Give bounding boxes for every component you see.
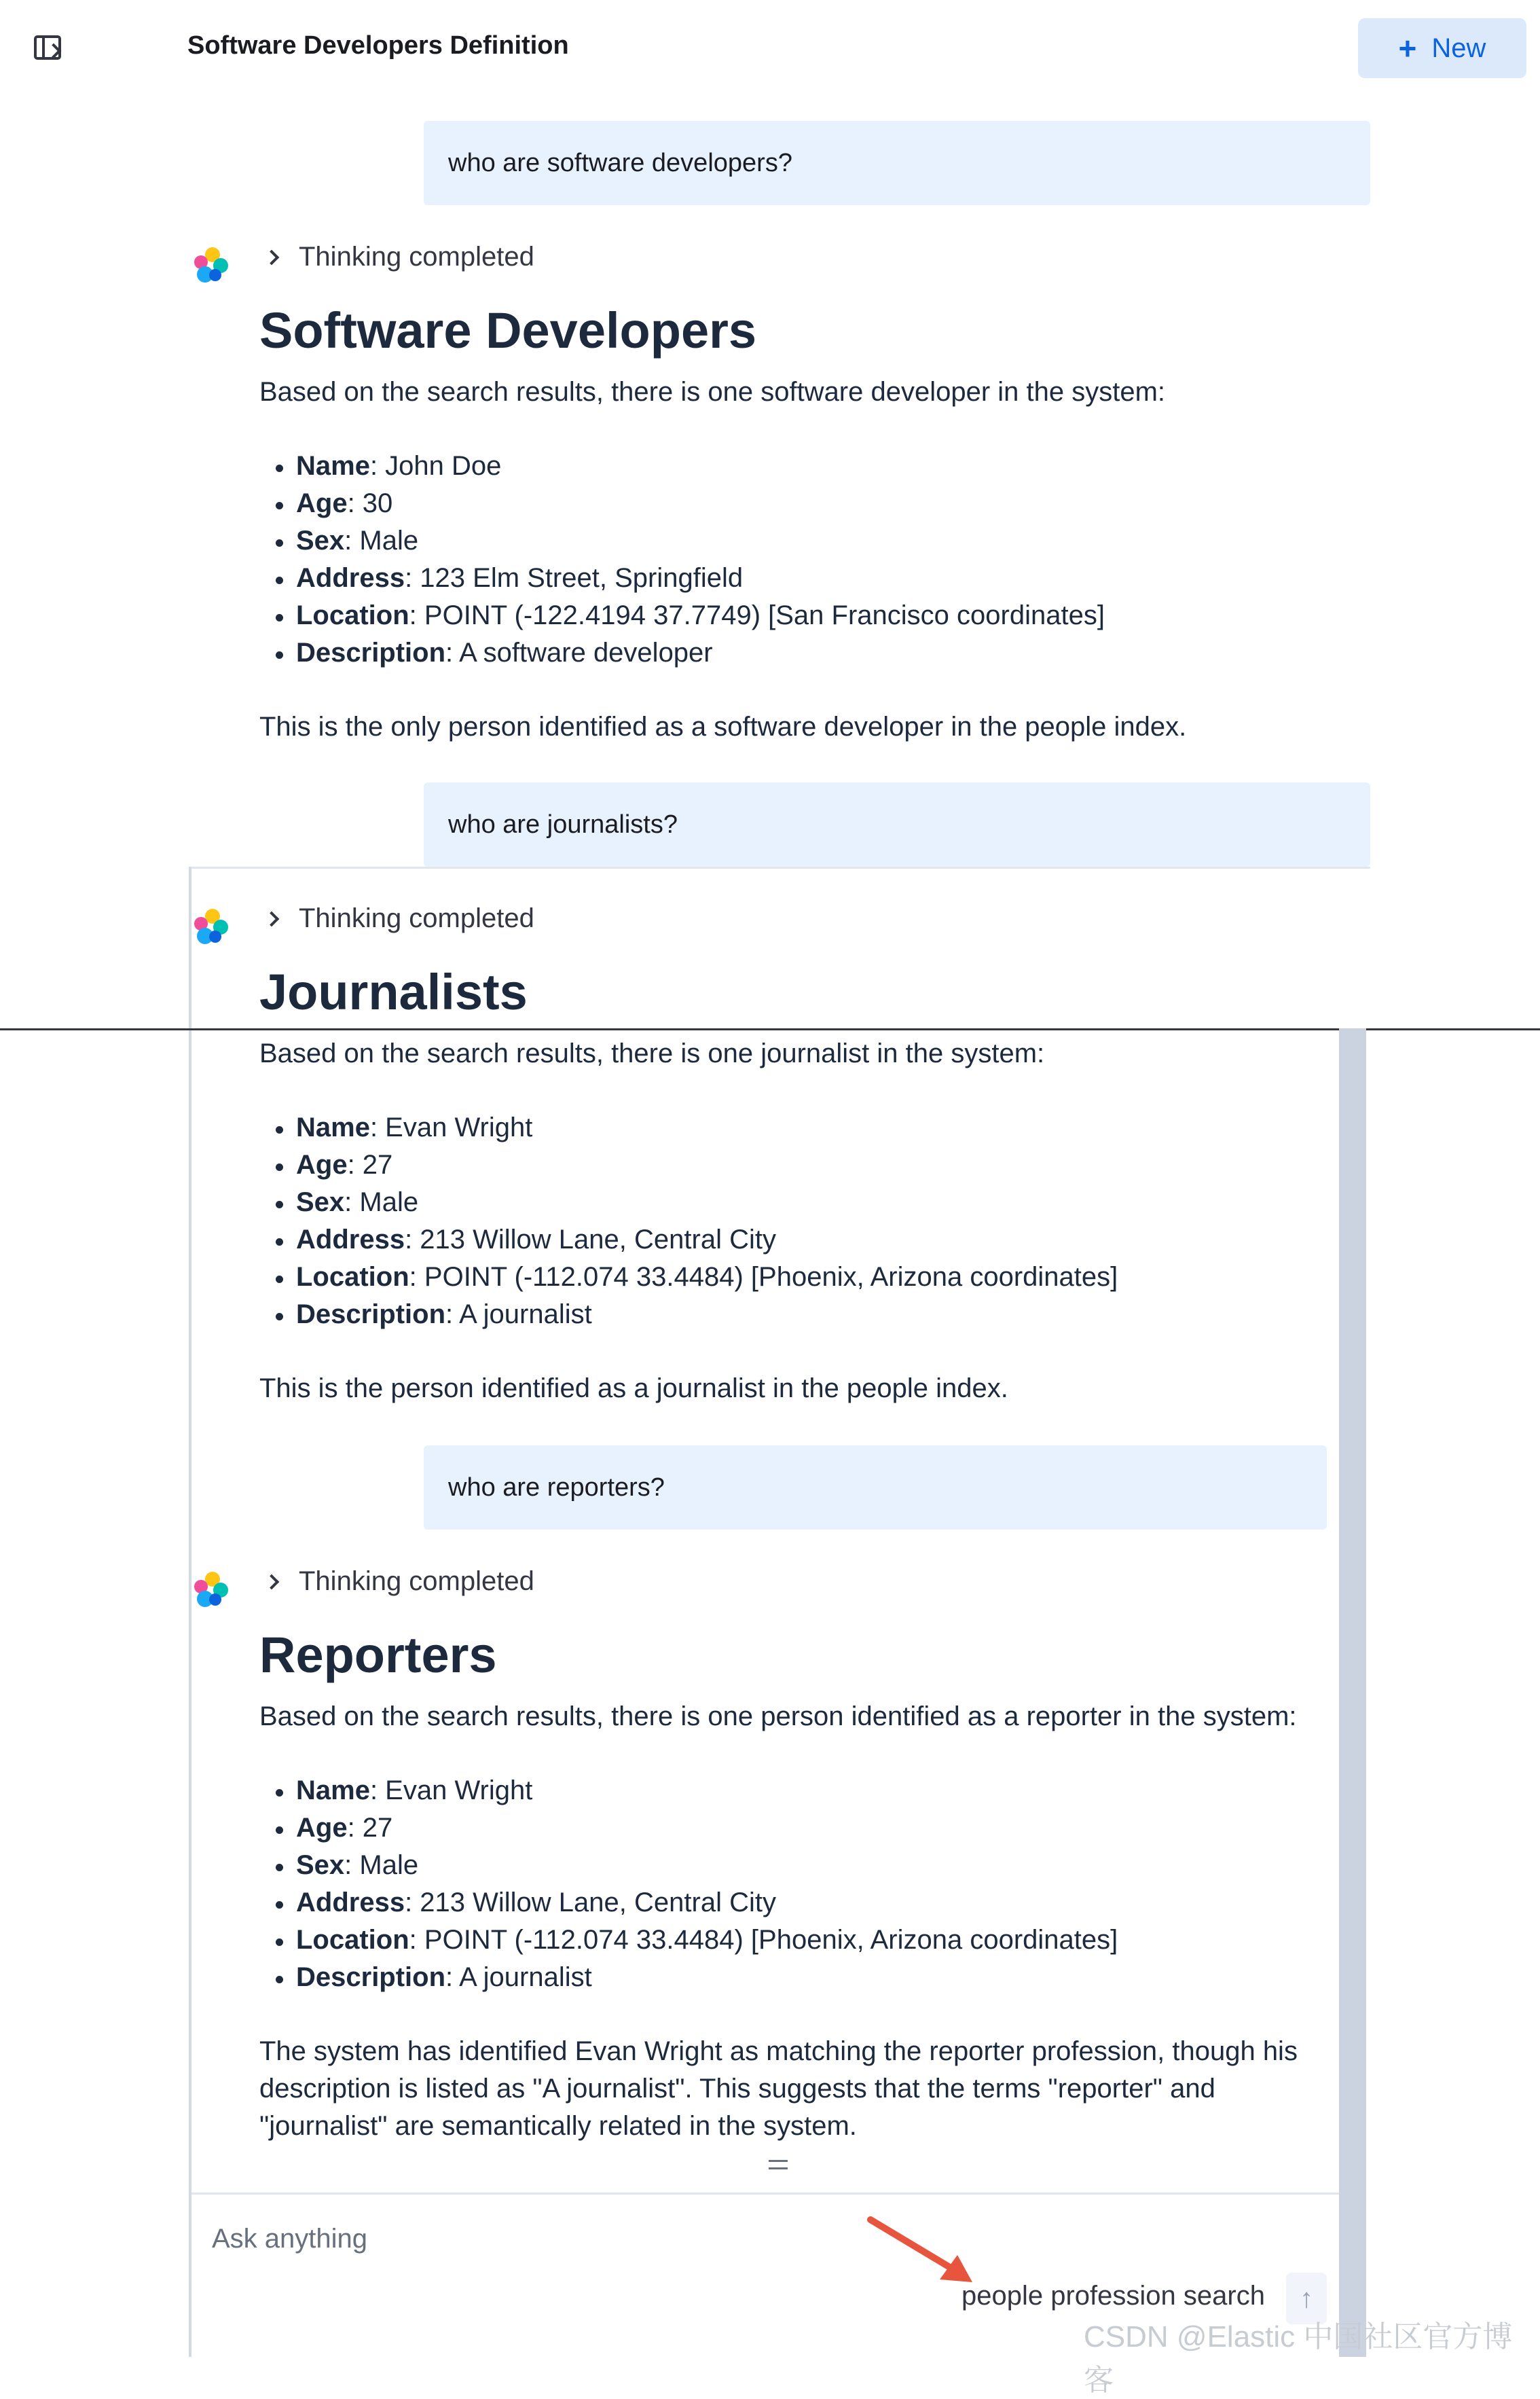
answer-outro: This is the only person identified as a software developer in the people index. [259, 712, 1187, 742]
assistant-avatar-icon [191, 907, 231, 947]
frame-border [189, 867, 1370, 869]
assistant-answer [259, 302, 1346, 746]
list-item: Address: 213 Willow Lane, Central City [274, 1884, 1332, 1922]
answer-intro: Based on the search results, there is one software developer in the system: [259, 377, 1166, 407]
answer-intro: Based on the search results, there is one person identified as a reporter in the system: [259, 1701, 1297, 1731]
list-item: Age: 27 [274, 1147, 1346, 1184]
resize-handle[interactable] [769, 2160, 788, 2169]
user-message: who are journalists? [424, 782, 1370, 867]
watermark: CSDN @Elastic 中国社区官方博客 [1084, 2320, 1513, 2397]
answer-list [274, 1109, 1346, 1333]
list-item: Name: Evan Wright [274, 1109, 1346, 1147]
list-item: Description: A journalist [274, 1296, 1346, 1333]
list-item: Description: A journalist [274, 1959, 1332, 1996]
list-item: Sex: Male [274, 1184, 1346, 1221]
conversation-title: Software Developers Definition [187, 31, 569, 60]
thinking-label: Thinking completed [299, 242, 534, 272]
chevron-right-icon [264, 1574, 280, 1589]
list-item: Address: 213 Willow Lane, Central City [274, 1221, 1346, 1259]
assistant-answer [259, 1627, 1332, 2145]
thinking-toggle[interactable] [266, 1566, 534, 1597]
arrow-up-icon: ↑ [1300, 2283, 1313, 2313]
thinking-label: Thinking completed [299, 903, 534, 933]
input-border [191, 2193, 1339, 2195]
thinking-toggle[interactable] [266, 903, 534, 934]
answer-heading: Reporters [259, 1627, 497, 1683]
frame-border [189, 867, 191, 2357]
answer-list [274, 1772, 1332, 1996]
answer-heading: Software Developers [259, 302, 757, 359]
list-item: Age: 30 [274, 485, 1346, 522]
chevron-right-icon [264, 249, 280, 265]
answer-outro: This is the person identified as a journalist in the people index. [259, 1373, 1008, 1403]
list-item: Location: POINT (-112.074 33.4484) [Phoenix, Arizona coordinates] [274, 1922, 1332, 1959]
answer-outro: The system has identified Evan Wright as matching the reporter profession, though his description is listed as "A journalist". This suggests that the terms "reporter" and "journalist" are semantically related in the system. [259, 2036, 1298, 2141]
answer-intro: Based on the search results, there is one journalist in the system: [259, 1039, 1045, 1068]
list-item: Age: 27 [274, 1809, 1332, 1847]
user-message: who are reporters? [424, 1445, 1327, 1530]
list-item: Address: 123 Elm Street, Springfield [274, 560, 1346, 597]
assistant-avatar-icon [191, 246, 231, 285]
plus-icon: + [1398, 31, 1417, 66]
answer-heading: Journalists [259, 964, 528, 1020]
answer-list [274, 448, 1346, 672]
thinking-label: Thinking completed [299, 1566, 534, 1596]
list-item: Location: POINT (-122.4194 37.7749) [San Francisco coordinates] [274, 597, 1346, 634]
suggestion-text[interactable]: people profession search [961, 2281, 1265, 2311]
list-item: Name: Evan Wright [274, 1772, 1332, 1809]
list-item: Name: John Doe [274, 448, 1346, 485]
new-button-label: New [1431, 33, 1486, 63]
list-item: Location: POINT (-112.074 33.4484) [Phoenix, Arizona coordinates] [274, 1259, 1346, 1296]
assistant-answer [259, 964, 1346, 1407]
list-item: Description: A software developer [274, 634, 1346, 672]
assistant-avatar-icon [191, 1570, 231, 1610]
user-message: who are software developers? [424, 121, 1370, 205]
thinking-toggle[interactable] [266, 242, 534, 272]
chevron-right-icon [264, 911, 280, 926]
ask-input[interactable] [212, 2218, 891, 2259]
list-item: Sex: Male [274, 522, 1346, 560]
list-item: Sex: Male [274, 1847, 1332, 1884]
